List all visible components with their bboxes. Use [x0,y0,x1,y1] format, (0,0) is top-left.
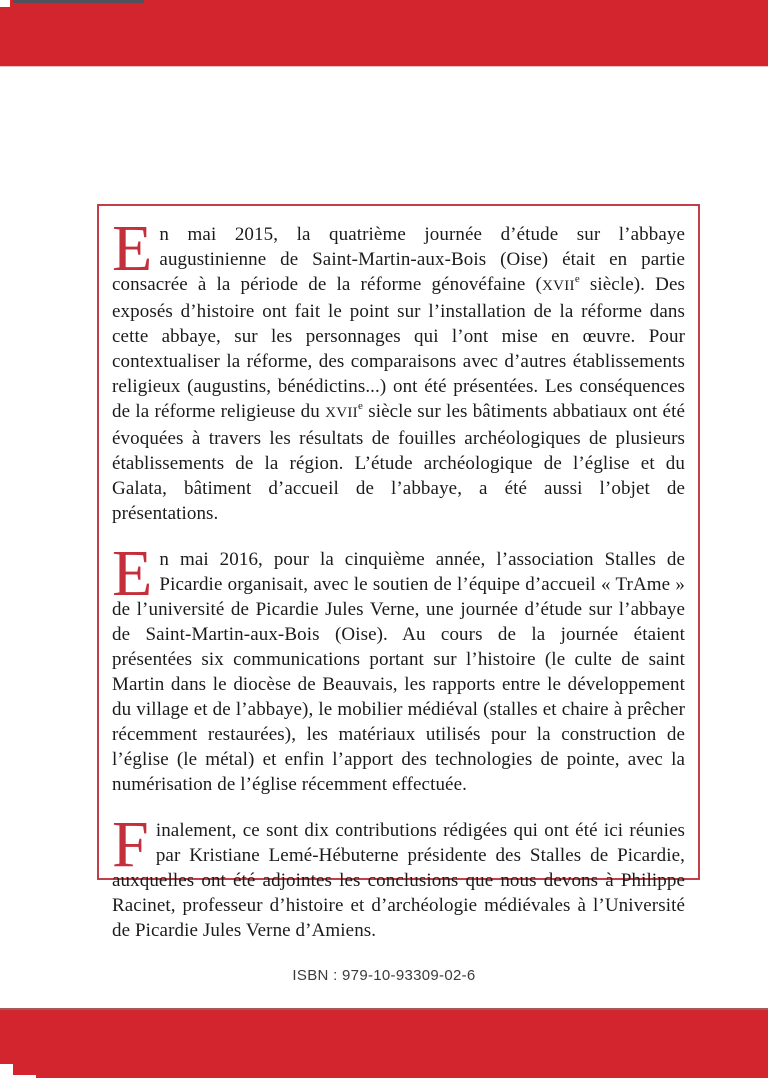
scan-artifact-top-strip [13,0,144,3]
paragraph-text: siècle). Des exposés d’histoire ont fait le point sur l’installation de la réforme dans cette abbaye, sur les personnages qui l’ont mise en œuvre. Pour contextualiser la réforme, des comparaisons avec d’autres établissements religieux (augustins, bénédictins...) ont été présentées. Les conséquences de la réforme religieuse du [112,274,685,422]
paragraph-text: siècle sur les bâtiments abbatiaux ont été évoquées à travers les résultats de fouilles archéologiques de plusieurs établissements de la région. L’étude archéologique de l’église et du Galata, bâtiment d’accueil de l’abbaye, a été aussi l’objet de présentations. [112,401,685,524]
dropcap-letter: E [112,212,153,285]
top-red-band [0,0,768,67]
paragraph-2016 [112,537,685,797]
isbn-text: ISBN : 979-10-93309-02-6 [292,967,476,984]
summary-text-box [97,204,700,941]
paragraph-text: inalement, ce sont dix contributions rédigées qui ont été ici réunies par Kristiane Lemé-Hébuterne présidente des Stalles de Picardie, auxquelles ont été adjointes les conclusions que nous devons à Philippe Racinet, professeur d’histoire et d’archéologie médiévales à l’Université de Picardie Jules Verne d’Amiens. [112,820,685,941]
bottom-red-band [0,1008,768,1078]
paragraph-text: n mai 2016, pour la cinquième année, l’association Stalles de Picardie organisait, avec le soutien de l’équipe d’accueil « TrAme » de l’université de Picardie Jules Verne, une journée d’étude sur l’abbaye de Saint-Martin-aux-Bois (Oise). Au cours de la journée étaient présentées six communications portant sur l’histoire (le culte de saint Martin dans le diocèse de Beauvais, les rapports entre le développement du village et de l’abbaye), le mobilier médiéval (stalles et chaire à prêcher récemment restaurées), les matériaux utilisés pour la construction de l’église (le métal) et enfin l’apport des technologies de pointe, avec la numérisation de l’église récemment effectuée. [112,549,685,795]
paragraph-text: n mai 2015, la quatrième journée d’étude sur l’abbaye augustinienne de Saint-Martin-aux-Bois (Oise) était en partie consacrée à la période de la réforme génovéfaine ( [112,224,685,295]
scan-artifact-top-corner [0,0,10,7]
superscript-e: e [574,272,580,285]
dropcap-letter: F [112,808,149,881]
dropcap-letter: E [112,537,153,610]
paragraph-2015 [112,212,685,526]
smallcaps-century: XVII [325,405,358,421]
paragraph-final [112,808,685,943]
smallcaps-century: XVII [541,278,575,294]
superscript-e: e [357,399,363,412]
